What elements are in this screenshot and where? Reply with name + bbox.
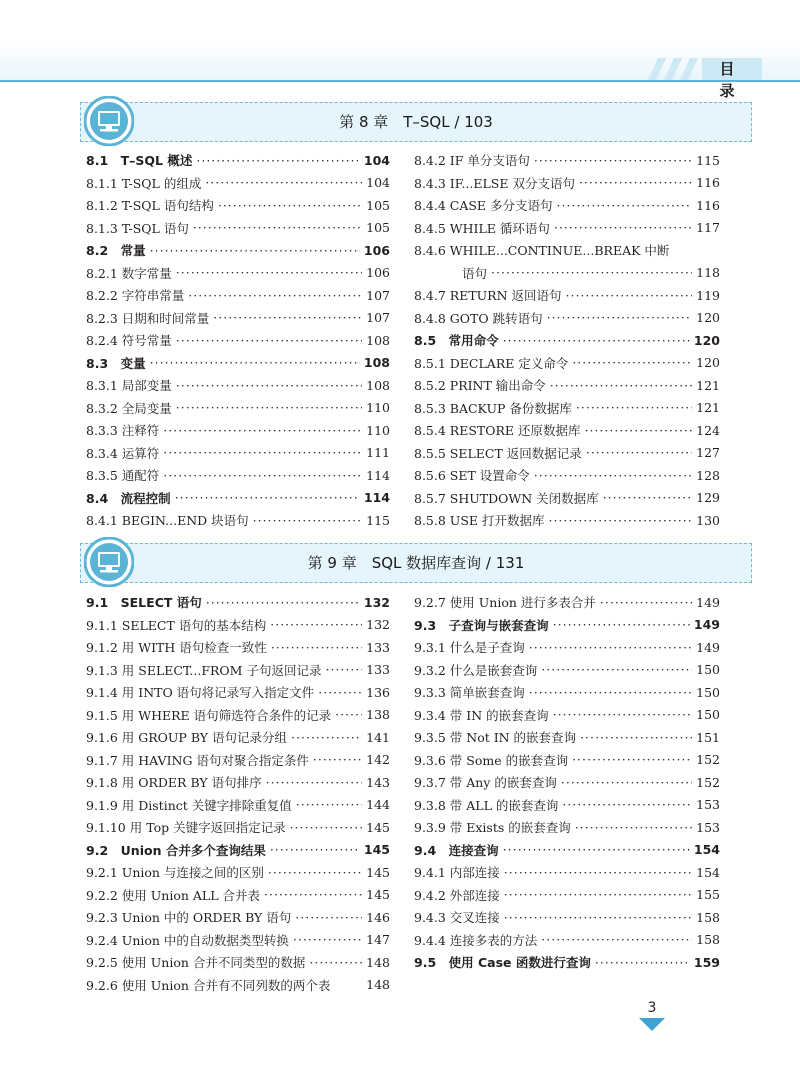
toc-section-entry: [86, 591, 390, 613]
toc-entry-title: 9.1 SELECT 语句: [86, 595, 202, 610]
dot-leader: [268, 865, 362, 880]
toc-entry: [86, 194, 390, 216]
dot-leader: [163, 423, 362, 438]
toc-entry-title: 8.2.1 数字常量: [86, 265, 172, 281]
dot-leader: [603, 490, 692, 505]
toc-section-entry: [86, 839, 390, 861]
chapter-9-left-column: [86, 591, 390, 1001]
toc-entry-title: 9.3.6 带 Some 的嵌套查询: [414, 752, 569, 768]
toc-entry: [414, 704, 720, 726]
dot-leader: [580, 730, 692, 745]
dot-leader: [561, 775, 692, 790]
dot-leader: [503, 842, 690, 857]
dot-leader: [541, 932, 692, 947]
dot-leader: [572, 752, 692, 767]
toc-entry-page: 128: [696, 467, 720, 483]
toc-entry: [86, 307, 390, 329]
toc-entry-title: 8.3.2 全局变量: [86, 400, 172, 416]
toc-entry-title: 9.1.9 用 Distinct 关键字排除重复值: [86, 797, 292, 813]
toc-entry-title: 8.5.8 USE 打开数据库: [414, 513, 545, 528]
toc-entry-title: 9.2.1 Union 与连接之间的区别: [86, 865, 264, 880]
toc-entry-page: 146: [366, 909, 390, 925]
toc-entry-page: 152: [696, 774, 720, 790]
toc-entry: [414, 464, 720, 486]
toc-entry-title: 9.1.7 用 HAVING 语句对聚合指定条件: [86, 752, 309, 768]
toc-entry-page: 119: [696, 287, 720, 303]
dot-leader: [150, 355, 360, 370]
dot-leader: [150, 243, 360, 258]
toc-entry-title: 8.4 流程控制: [86, 490, 171, 506]
toc-entry-title: 8.3.3 注释符: [86, 423, 160, 438]
toc-entry: [86, 659, 390, 681]
dot-leader: [175, 490, 360, 505]
toc-entry-title: 8.2.2 字符串常量: [86, 288, 185, 303]
toc-entry-page: 114: [363, 490, 390, 505]
down-arrow-icon: [637, 1018, 667, 1032]
dot-leader: [176, 400, 362, 415]
toc-entry-title: 9.1.4 用 INTO 语句将记录写入指定文件: [86, 685, 315, 700]
toc-section-entry: [86, 239, 390, 261]
toc-section-entry: [414, 329, 720, 351]
toc-entry: [414, 487, 720, 509]
toc-entry-page: 149: [696, 639, 720, 655]
dot-leader: [547, 310, 693, 325]
toc-entry: [86, 329, 390, 351]
toc-entry-page: 104: [366, 175, 390, 190]
toc-entry: [86, 726, 390, 748]
toc-entry: [86, 397, 390, 419]
toc-entry: [86, 929, 390, 951]
toc-entry: [414, 217, 720, 239]
dot-leader: [529, 640, 692, 655]
chapter-8-left-column: [86, 149, 390, 529]
toc-entry-page: 145: [363, 842, 390, 857]
toc-entry: [414, 636, 720, 658]
toc-entry-title: 8.1 T–SQL 概述: [86, 153, 193, 168]
toc-entry: [414, 262, 720, 284]
dot-leader: [566, 288, 693, 303]
toc-entry-page: 154: [693, 842, 720, 857]
toc-entry-title: 9.3.8 带 ALL 的嵌套查询: [414, 797, 559, 813]
toc-entry: [86, 217, 390, 239]
toc-entry: [86, 172, 390, 194]
toc-entry-title: 8.2.4 符号常量: [86, 333, 172, 348]
toc-entry-page: 145: [366, 887, 390, 902]
toc-entry-title: 9.1.3 用 SELECT...FROM 子句返回记录: [86, 662, 322, 678]
dot-leader: [572, 355, 692, 370]
toc-entry-page: 149: [696, 594, 720, 610]
toc-entry-page: 148: [366, 977, 390, 992]
dot-leader: [318, 685, 362, 700]
toc-entry-page: 129: [696, 490, 720, 505]
toc-entry: [86, 509, 390, 531]
toc-entry-page: 150: [696, 684, 720, 700]
toc-entry-page: 158: [696, 932, 720, 947]
toc-entry: [86, 374, 390, 396]
dot-leader: [579, 175, 692, 190]
toc-entry-title: 9.4.4 连接多表的方法: [414, 932, 538, 948]
toc-entry-title: 9.5 使用 Case 函数进行查询: [414, 955, 591, 970]
dot-leader: [595, 955, 690, 970]
computer-icon: [84, 96, 134, 146]
toc-entry-title: 9.1.1 SELECT 语句的基本结构: [86, 617, 267, 633]
dot-leader: [504, 910, 692, 925]
toc-entry-page: 107: [366, 287, 390, 303]
dot-leader: [548, 513, 692, 528]
toc-entry-page: 138: [366, 707, 390, 722]
dot-leader: [557, 198, 693, 213]
toc-entry: [414, 906, 720, 928]
page-number: 3: [647, 1000, 657, 1016]
toc-entry-page: 152: [696, 752, 720, 767]
dot-leader: [534, 468, 692, 483]
toc-entry: [414, 194, 720, 216]
toc-entry-title: 8.4.1 BEGIN...END 块语句: [86, 513, 249, 528]
toc-entry: [414, 374, 720, 396]
toc-entry-page: 154: [696, 864, 720, 880]
toc-entry-page: 116: [696, 197, 720, 213]
dot-leader: [553, 617, 690, 632]
toc-entry-page: 118: [696, 265, 720, 280]
toc-entry: [414, 591, 720, 613]
dot-leader: [163, 468, 362, 483]
toc-entry-title: 8.4.7 RETURN 返回语句: [414, 288, 562, 303]
toc-entry-page: 149: [693, 617, 720, 632]
toc-entry-page: 124: [696, 422, 720, 438]
toc-entry: [86, 794, 390, 816]
toc-entry-title: 8.2 常量: [86, 243, 146, 258]
dot-leader: [325, 662, 362, 677]
toc-entry-title: 9.2.6 使用 Union 合并有不同列数的两个表: [86, 977, 331, 993]
dot-leader: [550, 378, 692, 393]
toc-entry-page: 108: [363, 355, 390, 370]
toc-entry-page: 106: [366, 265, 390, 280]
toc-entry-page: 121: [696, 400, 720, 415]
toc-entry-page: 108: [366, 377, 390, 393]
toc-entry: [414, 771, 720, 793]
toc-entry-title: 8.5.1 DECLARE 定义命令: [414, 355, 569, 371]
toc-entry-title: 8.5.5 SELECT 返回数据记录: [414, 445, 582, 461]
toc-entry: [414, 659, 720, 681]
toc-entry-page: 141: [366, 729, 390, 745]
toc-entry: [86, 419, 390, 441]
toc-entry-page: 104: [363, 152, 390, 168]
dot-leader: [264, 887, 362, 902]
dot-leader: [176, 333, 362, 348]
dot-leader: [290, 820, 363, 835]
toc-entry: [86, 704, 390, 726]
dot-leader: [176, 265, 362, 280]
toc-entry: [414, 509, 720, 531]
toc-entry-page: 159: [693, 954, 720, 970]
toc-entry-page: 120: [696, 355, 720, 370]
toc-entry: [414, 884, 720, 906]
toc-entry-title: 9.1.8 用 ORDER BY 语句排序: [86, 775, 262, 790]
toc-entry-title: 8.3.4 运算符: [86, 445, 160, 461]
dot-leader: [193, 220, 362, 235]
dot-leader: [534, 153, 692, 168]
chapter-8-bar: [80, 102, 752, 142]
toc-entry-page: 145: [366, 864, 390, 880]
dot-leader: [291, 730, 362, 745]
header-stripes: [640, 58, 700, 80]
toc-entry: [414, 239, 720, 261]
dot-leader: [313, 752, 362, 767]
toc-entry-title: 8.2.3 日期和时间常量: [86, 310, 210, 326]
toc-entry-page: 150: [696, 662, 720, 677]
toc-entry-page: 145: [366, 819, 390, 835]
toc-entry-page: 132: [363, 594, 390, 610]
toc-entry-title: 8.1.1 T-SQL 的组成: [86, 175, 202, 191]
toc-entry-page: 151: [696, 729, 720, 745]
dot-leader: [541, 662, 692, 677]
toc-entry-title: 9.2 Union 合并多个查询结果: [86, 842, 266, 858]
toc-section-entry: [86, 487, 390, 509]
dot-leader: [575, 820, 692, 835]
dot-leader: [309, 955, 362, 970]
toc-entry-page: 150: [696, 707, 720, 722]
dot-leader: [491, 265, 692, 280]
toc-entry-title: 9.4.2 外部连接: [414, 887, 500, 903]
toc-entry-page: 130: [696, 512, 720, 528]
toc-section-entry: [414, 614, 720, 636]
toc-entry-page: 110: [366, 422, 390, 438]
toc-entry-title: 9.4.1 内部连接: [414, 865, 500, 880]
toc-entry-title: 9.3.7 带 Any 的嵌套查询: [414, 775, 557, 790]
toc-section-entry: [414, 951, 720, 973]
dot-leader: [600, 595, 692, 610]
toc-entry-title: 9.3.1 什么是子查询: [414, 640, 525, 655]
toc-entry-page: 142: [366, 752, 390, 767]
toc-entry: [414, 794, 720, 816]
toc-entry-title: 8.3.1 局部变量: [86, 378, 172, 393]
toc-entry-page: 153: [696, 819, 720, 835]
toc-entry-title: 8.3 变量: [86, 355, 146, 371]
toc-entry-page: 136: [366, 684, 390, 700]
toc-entry-page: 117: [696, 220, 720, 235]
toc-entry-title: 9.3.4 带 IN 的嵌套查询: [414, 707, 549, 723]
toc-entry-title: 8.4.3 IF...ELSE 双分支语句: [414, 175, 575, 191]
toc-entry-page: 143: [366, 774, 390, 790]
dot-leader: [529, 685, 692, 700]
header-rule: [0, 80, 800, 82]
toc-entry: [86, 771, 390, 793]
toc-entry: [414, 284, 720, 306]
toc-entry: [414, 419, 720, 441]
toc-entry-page: 114: [366, 467, 390, 483]
toc-section-entry: [86, 149, 390, 171]
toc-entry-page: 155: [696, 887, 720, 902]
toc-entry: [86, 974, 390, 996]
dot-leader: [163, 445, 362, 460]
toc-entry-page: 120: [693, 332, 720, 348]
toc-entry-title: 8.5.7 SHUTDOWN 关闭数据库: [414, 490, 599, 506]
toc-entry-title: 9.3.5 带 Not IN 的嵌套查询: [414, 730, 577, 745]
toc-entry-title: 8.1.3 T-SQL 语句: [86, 220, 189, 236]
dot-leader: [504, 887, 692, 902]
toc-entry: [86, 636, 390, 658]
toc-entry-page: 105: [366, 220, 390, 235]
toc-entry-page: 106: [363, 242, 390, 258]
toc-entry-page: 120: [696, 310, 720, 325]
toc-entry-page: 111: [366, 445, 390, 460]
toc-entry-title: 9.2.5 使用 Union 合并不同类型的数据: [86, 955, 306, 970]
toc-entry-page: 148: [366, 954, 390, 970]
toc-entry: [414, 929, 720, 951]
toc-section-entry: [86, 352, 390, 374]
dot-leader: [554, 220, 692, 235]
dot-leader: [270, 842, 360, 857]
toc-entry-page: 108: [366, 332, 390, 348]
toc-entry: [86, 749, 390, 771]
toc-entry-page: 105: [366, 197, 390, 213]
toc-entry-title: 8.4.6 WHILE...CONTINUE...BREAK 中断: [414, 243, 670, 258]
toc-entry-title: 9.2.7 使用 Union 进行多表合并: [414, 595, 596, 610]
toc-entry: [86, 816, 390, 838]
toc-entry-page: 133: [366, 662, 390, 677]
dot-leader: [335, 707, 362, 722]
toc-entry-title: 8.4.2 IF 单分支语句: [414, 153, 530, 168]
toc-section-entry: [414, 839, 720, 861]
dot-leader: [553, 707, 693, 722]
dot-leader: [218, 198, 362, 213]
toc-entry-page: 110: [366, 400, 390, 415]
toc-entry: [86, 614, 390, 636]
toc-entry: [86, 262, 390, 284]
toc-entry-title: 8.5.2 PRINT 输出命令: [414, 378, 546, 393]
toc-entry: [414, 149, 720, 171]
toc-entry-title: 9.2.4 Union 中的自动数据类型转换: [86, 932, 289, 948]
toc-entry: [414, 307, 720, 329]
toc-entry-page: 132: [366, 617, 390, 632]
toc-entry: [414, 397, 720, 419]
toc-entry-title: 9.3 子查询与嵌套查询: [414, 617, 549, 633]
toc-entry: [414, 749, 720, 771]
chapter-9-right-column: [414, 591, 720, 1001]
dot-leader: [266, 775, 363, 790]
toc-entry: [414, 172, 720, 194]
dot-leader: [584, 423, 692, 438]
dot-leader: [205, 175, 362, 190]
toc-entry-title: 8.5.6 SET 设置命令: [414, 468, 530, 483]
toc-entry-page: 115: [366, 512, 390, 528]
toc-entry-page: 107: [366, 310, 390, 325]
toc-entry: [414, 726, 720, 748]
dot-leader: [293, 932, 362, 947]
dot-leader: [196, 153, 360, 168]
dot-leader: [562, 797, 692, 812]
toc-entry-title: 8.5.4 RESTORE 还原数据库: [414, 423, 581, 438]
dot-leader: [504, 865, 692, 880]
toc-entry-title: 8.4.5 WHILE 循环语句: [414, 220, 550, 236]
toc-entry: [414, 352, 720, 374]
toc-entry-page: 147: [366, 932, 390, 947]
toc-entry: [86, 464, 390, 486]
toc-entry: [86, 442, 390, 464]
toc-entry: [414, 442, 720, 464]
dot-leader: [176, 378, 362, 393]
toc-entry-title: 9.1.10 用 Top 关键字返回指定记录: [86, 820, 286, 835]
chapter-8-right-column: [414, 149, 720, 529]
toc-entry-title: 9.1.2 用 WITH 语句检查一致性: [86, 640, 267, 655]
toc-entry-title: 8.1.2 T-SQL 语句结构: [86, 198, 214, 213]
header-title: 目 录: [702, 58, 762, 80]
toc-entry: [86, 951, 390, 973]
dot-leader: [296, 797, 362, 812]
toc-entry: [414, 861, 720, 883]
toc-entry-page: 116: [696, 175, 720, 190]
toc-entry-title: 8.5.3 BACKUP 备份数据库: [414, 400, 572, 416]
toc-entry-page: 127: [696, 445, 720, 460]
dot-leader: [271, 640, 362, 655]
toc-entry-page: 133: [366, 639, 390, 655]
toc-entry: [86, 861, 390, 883]
toc-entry-title: 语句: [462, 265, 488, 281]
dot-leader: [270, 617, 362, 632]
computer-icon: [84, 537, 134, 587]
toc-entry-title: 9.3.9 带 Exists 的嵌套查询: [414, 820, 571, 835]
toc-entry: [86, 681, 390, 703]
toc-entry-page: 144: [366, 797, 390, 812]
toc-entry-title: 9.1.5 用 WHERE 语句筛选符合条件的记录: [86, 707, 332, 723]
dot-leader: [295, 910, 362, 925]
dot-leader: [503, 333, 690, 348]
toc-entry-page: 121: [696, 377, 720, 393]
chapter-8-title: 第 8 章 T–SQL / 103: [339, 113, 493, 131]
toc-entry: [414, 681, 720, 703]
toc-entry-title: 8.3.5 通配符: [86, 468, 160, 483]
chapter-9-title: 第 9 章 SQL 数据库查询 / 131: [307, 554, 525, 572]
toc-entry-title: 8.4.4 CASE 多分支语句: [414, 198, 553, 213]
toc-entry: [86, 906, 390, 928]
toc-entry-title: 9.4.3 交叉连接: [414, 910, 500, 925]
toc-entry-title: 9.2.3 Union 中的 ORDER BY 语句: [86, 910, 292, 925]
toc-entry-title: 9.3.2 什么是嵌套查询: [414, 662, 538, 678]
toc-entry-page: 158: [696, 909, 720, 925]
dot-leader: [586, 445, 692, 460]
toc-entry-title: 8.5 常用命令: [414, 333, 499, 348]
toc-entry-title: 8.4.8 GOTO 跳转语句: [414, 310, 543, 326]
toc-entry-page: 115: [696, 152, 720, 168]
dot-leader: [206, 595, 360, 610]
chapter-9-bar: [80, 543, 752, 583]
dot-leader: [253, 513, 363, 528]
toc-entry-page: 153: [696, 797, 720, 812]
toc-entry-title: 9.1.6 用 GROUP BY 语句记录分组: [86, 730, 288, 745]
toc-entry: [86, 884, 390, 906]
toc-entry-title: 9.3.3 简单嵌套查询: [414, 685, 525, 700]
toc-entry-title: 9.4 连接查询: [414, 842, 499, 858]
dot-leader: [576, 400, 692, 415]
toc-entry: [414, 816, 720, 838]
toc-entry: [86, 284, 390, 306]
dot-leader: [188, 288, 362, 303]
toc-entry-title: 9.2.2 使用 Union ALL 合并表: [86, 887, 260, 903]
dot-leader: [213, 310, 362, 325]
